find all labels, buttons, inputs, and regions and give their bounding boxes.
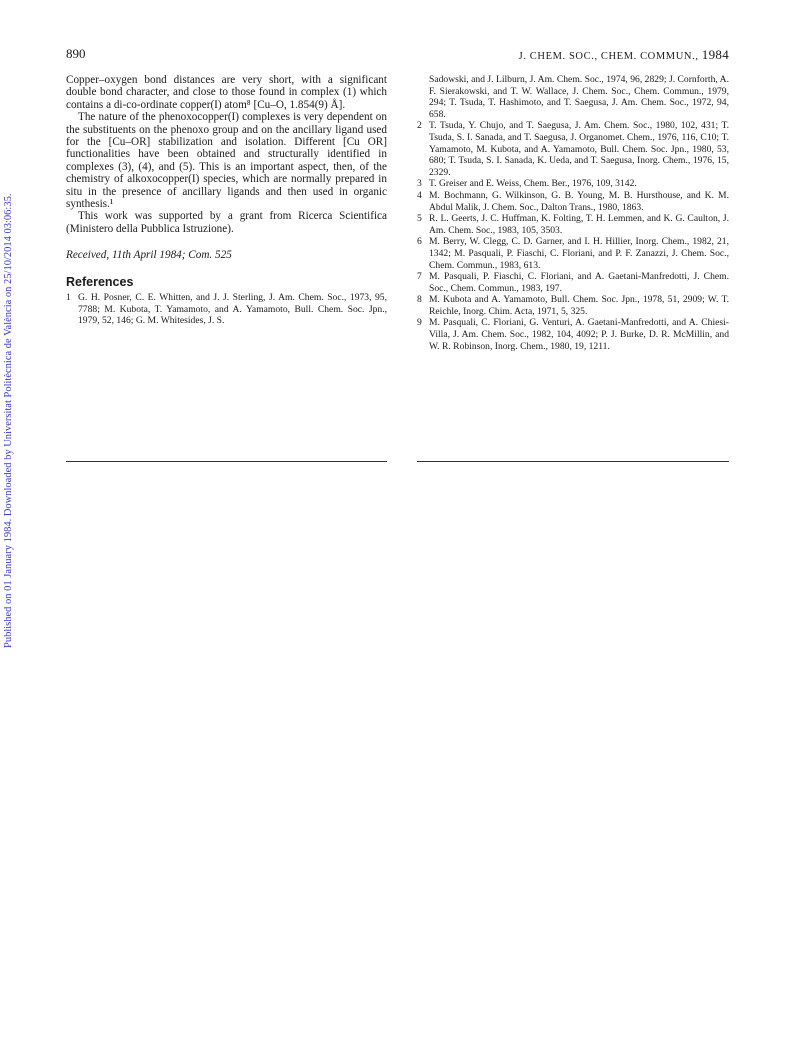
reference-number: 6 bbox=[417, 236, 422, 248]
journal-title: J. CHEM. SOC., CHEM. COMMUN., bbox=[518, 51, 699, 62]
reference-text: R. L. Geerts, J. C. Huffman, K. Folting, T. H. Lemmen, and K. G. Caulton, J. Am. Chem. Soc., 1983, 105, 3503. bbox=[429, 213, 729, 236]
received-date: Received, 11th April 1984; Com. 525 bbox=[66, 249, 232, 262]
footer-rule-left bbox=[66, 461, 387, 462]
reference-number: 2 bbox=[417, 120, 422, 132]
body-paragraph: Copper–oxygen bond distances are very short, with a significant double bond character, and close to those found in complex (1) which contains a di-co-ordinate copper(I) atom⁸ [Cu–O, 1.854(9) Å]. bbox=[66, 74, 387, 111]
reference-item bbox=[417, 190, 729, 213]
reference-item bbox=[417, 120, 729, 178]
reference-item bbox=[417, 271, 729, 294]
reference-text: M. Berry, W. Clegg, C. D. Garner, and I. H. Hillier, Inorg. Chem., 1982, 21, 1342; M. Pasquali, P. Fiaschi, C. Floriani, and P. F. Zanazzi, J. Chem. Soc., Chem. Commun., 1983, 613. bbox=[429, 236, 729, 271]
reference-text: M. Pasquali, C. Floriani, G. Venturi, A. Gaetani-Manfredotti, and A. Chiesi-Villa, J. Am. Chem. Soc., 1982, 104, 4092; P. J. Burke, D. R. McMillin, and W. R. Robinson, Inorg. Chem., 1980, 19, 1211. bbox=[429, 317, 729, 352]
acknowledgement: This work was supported by a grant from Ricerca Scientifica (Ministero della Pubblica Istruzione). bbox=[66, 210, 387, 235]
reference-number: 9 bbox=[417, 317, 422, 329]
reference-item bbox=[417, 178, 729, 190]
reference-text: G. H. Posner, C. E. Whitten, and J. J. Sterling, J. Am. Chem. Soc., 1973, 95, 7788; M. Kubota, T. Yamamoto, and A. Yamamoto, Bull. Chem. Soc. Jpn., 1979, 52, 146; G. M. Whitesides, J. S. bbox=[78, 292, 387, 327]
page-number: 890 bbox=[66, 46, 86, 61]
left-column bbox=[66, 74, 387, 327]
reference-item bbox=[417, 236, 729, 271]
reference-continuation: Sadowski, and J. Lilburn, J. Am. Chem. Soc., 1974, 96, 2829; J. Cornforth, A. F. Sierakowski, and T. W. Wallace, J. Chem. Soc., Chem. Commun., 1979, 294; T. Tsuda, T. Hashimoto, and T. Saegusa, J. Am. Chem. Soc., 1972, 94, 658. bbox=[429, 74, 729, 120]
reference-item bbox=[66, 292, 387, 327]
reference-text: M. Kubota and A. Yamamoto, Bull. Chem. Soc. Jpn., 1978, 51, 2909; W. T. Reichle, Inorg. Chim. Acta, 1971, 5, 325. bbox=[429, 294, 729, 317]
reference-text: T. Tsuda, Y. Chujo, and T. Saegusa, J. Am. Chem. Soc., 1980, 102, 431; T. Tsuda, S. I. Sanada, and T. Saegusa, J. Organomet. Chem., 1976, 116, C10; T. Yamamoto, M. Kubota, and A. Yamamoto, Bull. Chem. Soc. Jpn., 1980, 53, 680; T. Tsuda, S. I. Sanada, K. Ueda, and T. Saegusa, Inorg. Chem., 1976, 15, 2329. bbox=[429, 120, 729, 178]
body-paragraph: The nature of the phenoxocopper(I) complexes is very dependent on the substituents on the phenoxo group and on the ancillary ligand used for the [Cu–OR] stabilization and isolation. Different [Cu OR] functionalities have been obtained and structurally identified in complexes (3), (4), and (5). This is an important aspect, then, of the chemistry of alkoxocopper(I) species, which are normally prepared in situ in the presence of ancillary ligands and then used in organic synthesis.¹ bbox=[66, 111, 387, 211]
reference-text: M. Pasquali, P. Fiaschi, C. Floriani, and A. Gaetani-Manfredotti, J. Chem. Soc., Chem. Commun., 1983, 197. bbox=[429, 271, 729, 294]
reference-list bbox=[417, 120, 729, 352]
reference-number: 3 bbox=[417, 178, 422, 190]
references-heading: References bbox=[66, 274, 134, 289]
download-watermark[interactable]: Published on 01 January 1984. Downloaded by Universitat Politècnica de València on 25/10/2014 03:06:35. bbox=[3, 193, 14, 648]
journal-year: 1984 bbox=[701, 47, 729, 62]
reference-number: 5 bbox=[417, 213, 422, 225]
reference-text: T. Greiser and E. Weiss, Chem. Ber., 1976, 109, 3142. bbox=[429, 178, 637, 190]
reference-item bbox=[417, 294, 729, 317]
running-head bbox=[519, 47, 729, 63]
reference-number: 1 bbox=[66, 292, 71, 304]
reference-number: 8 bbox=[417, 294, 422, 306]
reference-text: M. Bochmann, G. Wilkinson, G. B. Young, M. B. Hursthouse, and K. M. Abdul Malik, J. Chem. Soc., Dalton Trans., 1980, 1863. bbox=[429, 189, 729, 213]
reference-item bbox=[417, 213, 729, 236]
reference-number: 7 bbox=[417, 271, 422, 283]
reference-item bbox=[417, 317, 729, 352]
footer-rule-right bbox=[417, 461, 729, 462]
right-column bbox=[417, 74, 729, 352]
reference-number: 4 bbox=[417, 189, 422, 201]
